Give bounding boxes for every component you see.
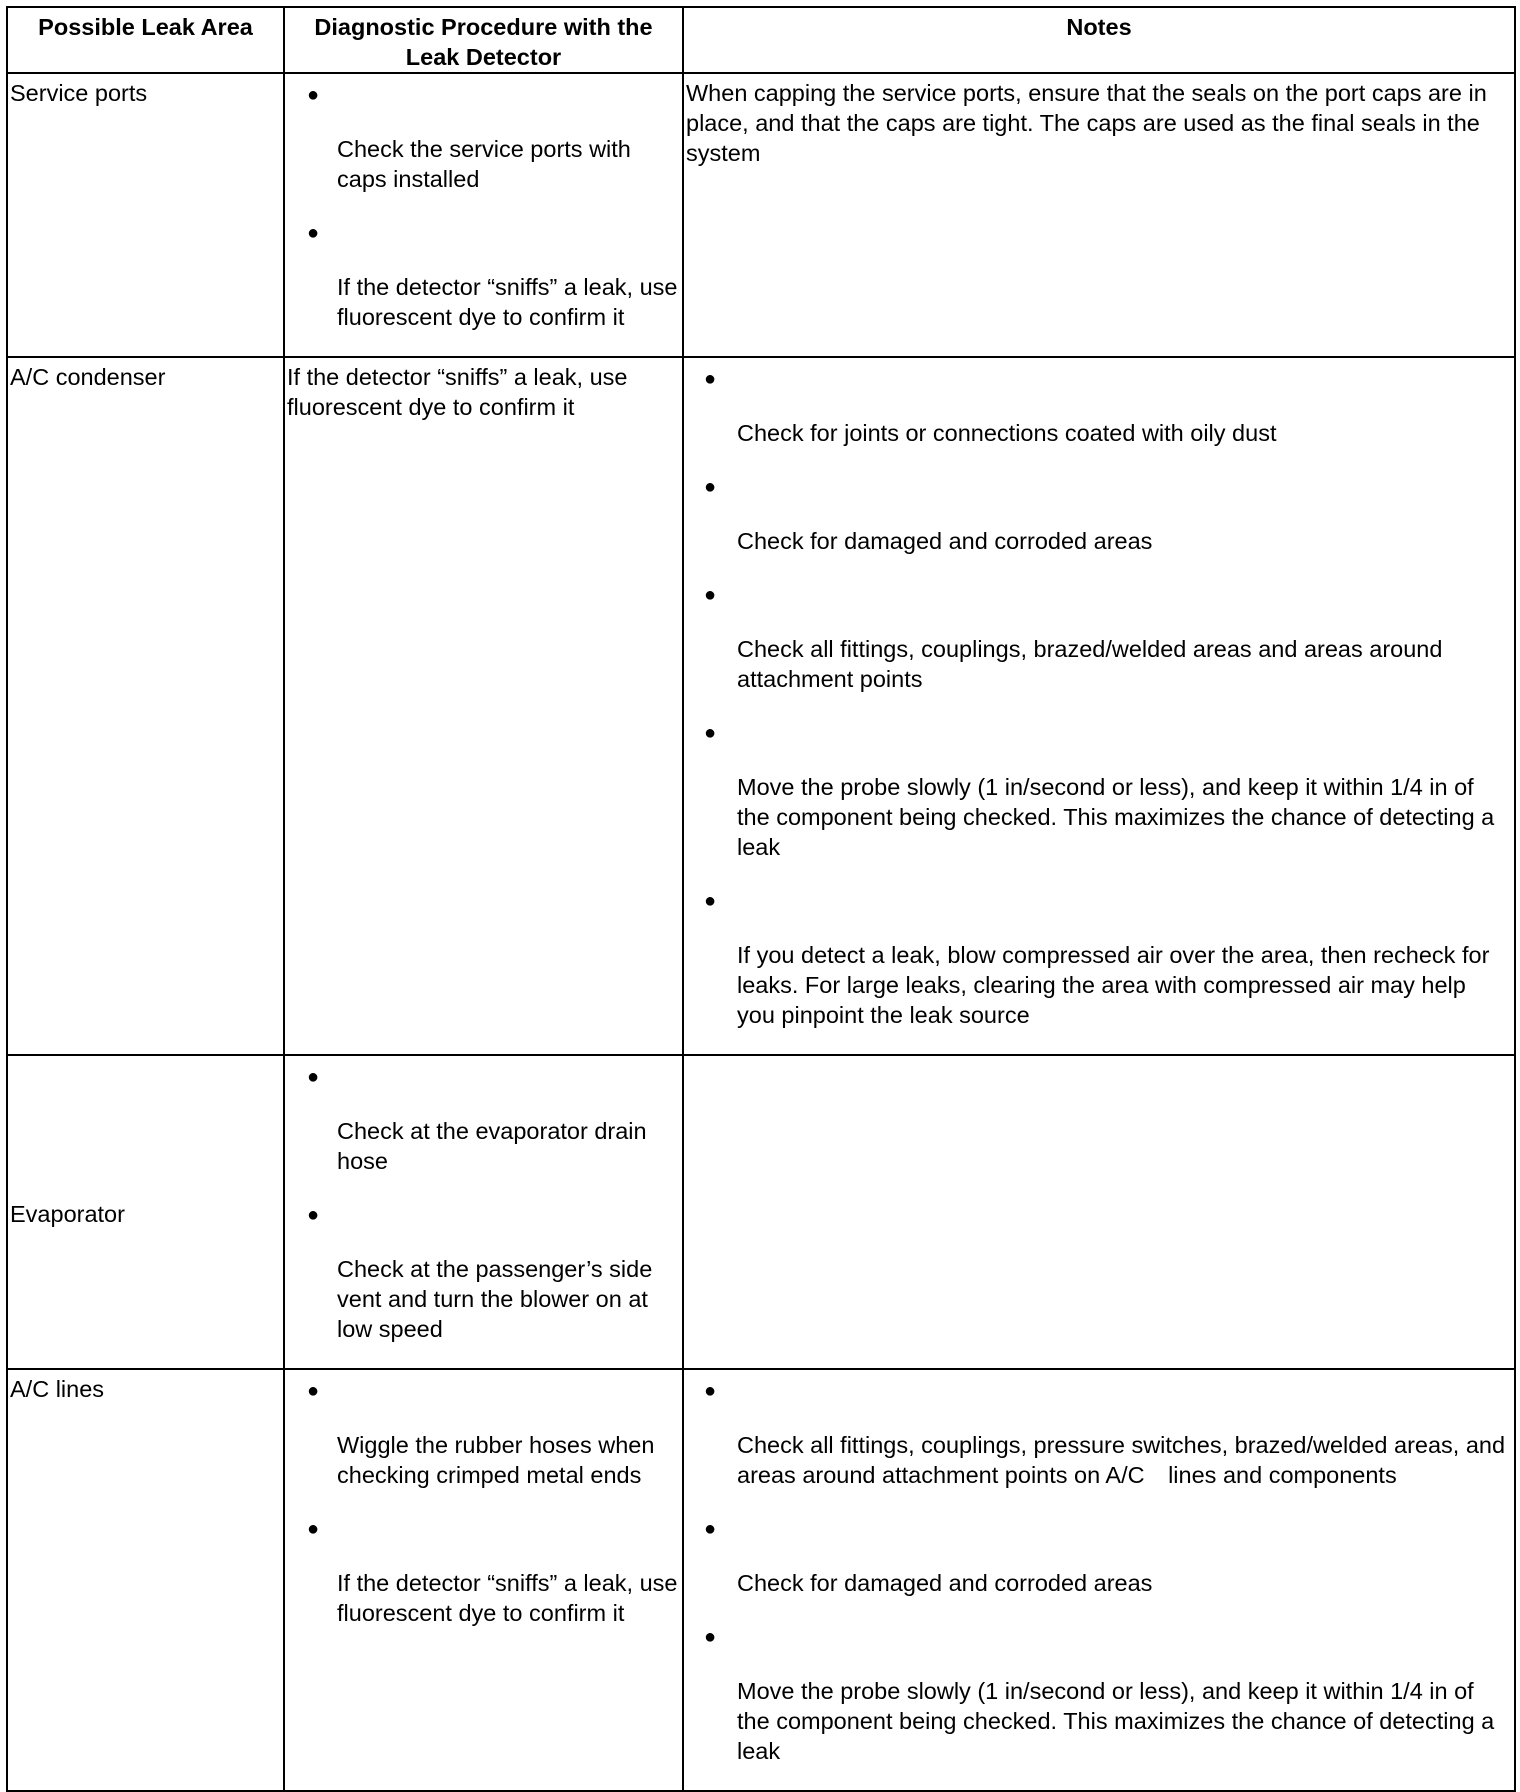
bullet-icon: ● [307, 1518, 320, 1540]
bullet-icon: ● [307, 1380, 320, 1402]
header-row [7, 7, 1515, 73]
header-procedure: Diagnostic Procedure with the Leak Detector [284, 7, 683, 73]
procedure-cell [284, 1055, 683, 1369]
list-item [684, 580, 1510, 694]
bullet-icon: ● [704, 476, 717, 498]
bullet-text: If the detector “sniffs” a leak, use fluorescent dye to confirm it [337, 274, 678, 330]
bullet-icon: ● [704, 1626, 717, 1648]
bullet-text: Check at the evaporator drain hose [337, 1118, 647, 1174]
procedure-text: If the detector “sniffs” a leak, use fluorescent dye to confirm it [287, 364, 628, 420]
bullet-text: Move the probe slowly (1 in/second or less), and keep it within 1/4 in of the component being checked. This maximizes the chance of detecting a leak [737, 1678, 1495, 1764]
table-row [7, 1369, 1515, 1791]
list-item [285, 1200, 678, 1344]
bullet-text: Check for joints or connections coated with oily dust [737, 420, 1277, 446]
notes-cell [683, 1369, 1515, 1791]
bullet-list [684, 358, 1514, 1030]
bullet-text: Check all fittings, couplings, brazed/welded areas and areas around attachment points [737, 636, 1443, 692]
bullet-text: If the detector “sniffs” a leak, use fluorescent dye to confirm it [337, 1570, 678, 1626]
notes-cell [683, 357, 1515, 1055]
bullet-text: Check the service ports with caps installed [337, 136, 631, 192]
bullet-text: Check for damaged and corroded areas [737, 528, 1153, 554]
notes-cell [683, 1055, 1515, 1369]
area-label: Service ports [10, 80, 148, 106]
bullet-icon: ● [704, 722, 717, 744]
bullet-list [285, 1056, 682, 1344]
header-notes: Notes [683, 7, 1515, 73]
bullet-text: Wiggle the rubber hoses when checking crimped metal ends [337, 1432, 655, 1488]
area-label: A/C lines [10, 1376, 105, 1402]
bullet-text: Check for damaged and corroded areas [737, 1570, 1153, 1596]
header-area: Possible Leak Area [7, 7, 284, 73]
list-item [285, 1514, 678, 1628]
area-cell [7, 1369, 284, 1791]
list-item [684, 1622, 1510, 1766]
list-item [285, 1376, 678, 1490]
list-item [285, 218, 678, 332]
bullet-text: Move the probe slowly (1 in/second or less), and keep it within 1/4 in of the component being checked. This maximizes the chance of detecting a leak [737, 774, 1495, 860]
list-item [684, 718, 1510, 862]
bullet-text: Check all fittings, couplings, pressure switches, brazed/welded areas, and areas around attachment points on A/C lines and components [737, 1432, 1506, 1488]
bullet-icon: ● [307, 1066, 320, 1088]
list-item [285, 1062, 678, 1176]
bullet-list [684, 1370, 1514, 1766]
area-label: Evaporator [10, 1201, 125, 1227]
bullet-text: Check at the passenger’s side vent and turn the blower on at low speed [337, 1256, 653, 1342]
area-cell [7, 1055, 284, 1369]
list-item [684, 1376, 1510, 1490]
bullet-list [285, 74, 682, 332]
bullet-icon: ● [704, 368, 717, 390]
bullet-icon: ● [704, 584, 717, 606]
list-item [684, 1514, 1510, 1598]
procedure-cell [284, 357, 683, 1055]
table-row [7, 1055, 1515, 1369]
bullet-list [285, 1370, 682, 1628]
list-item [684, 472, 1510, 556]
table-row [7, 73, 1515, 357]
area-cell [7, 357, 284, 1055]
area-cell [7, 73, 284, 357]
bullet-icon: ● [704, 890, 717, 912]
bullet-icon: ● [307, 84, 320, 106]
area-label: A/C condenser [10, 364, 166, 390]
leak-diagnosis-table [6, 6, 1516, 1792]
bullet-icon: ● [307, 1204, 320, 1226]
list-item [684, 886, 1510, 1030]
procedure-cell [284, 1369, 683, 1791]
list-item [285, 80, 678, 194]
table-row [7, 357, 1515, 1055]
bullet-text: If you detect a leak, blow compressed air over the area, then recheck for leaks. For large leaks, clearing the area with compressed air may help you pinpoint the leak source [737, 942, 1490, 1028]
bullet-icon: ● [704, 1518, 717, 1540]
procedure-cell [284, 73, 683, 357]
list-item [684, 364, 1510, 448]
notes-cell [683, 73, 1515, 357]
bullet-icon: ● [307, 222, 320, 244]
notes-text: When capping the service ports, ensure that the seals on the port caps are in place, and that the caps are tight. The caps are used as the final seals in the system [686, 80, 1487, 166]
bullet-icon: ● [704, 1380, 717, 1402]
